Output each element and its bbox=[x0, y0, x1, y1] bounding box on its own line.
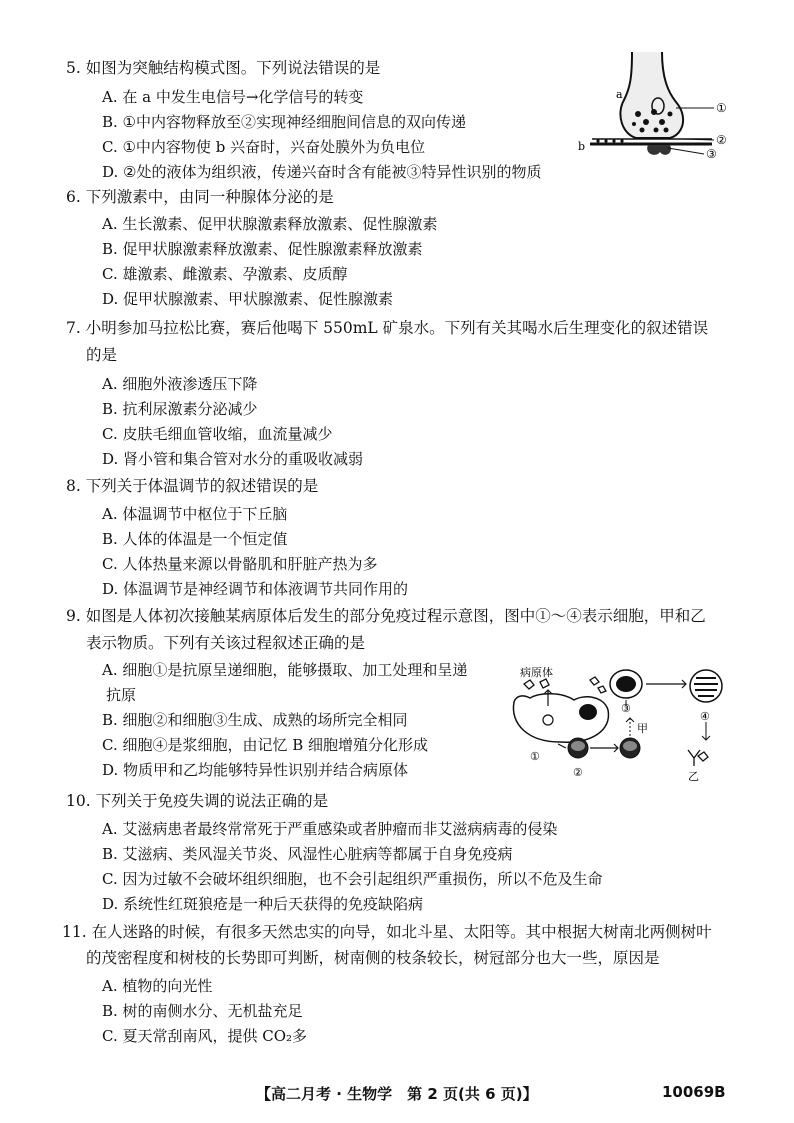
q6-option-d: D. 促甲状腺激素、甲状腺激素、促性腺激素 bbox=[102, 290, 394, 308]
q5-option-c: C. ①中内容物使 b 兴奋时，兴奋处膜外为负电位 bbox=[102, 138, 426, 156]
q9-stem-cont: 表示物质。下列有关该过程叙述正确的是 bbox=[86, 634, 366, 652]
page-footer-title: 【高二月考 · 生物学 第 2 页(共 6 页)】 bbox=[256, 1085, 538, 1103]
q8-option-a: A. 体温调节中枢位于下丘脑 bbox=[102, 505, 288, 523]
q10-option-d: D. 系统性红斑狼疮是一种后天获得的免疫缺陷病 bbox=[102, 895, 424, 913]
figure-label-yi: 乙 bbox=[688, 770, 699, 783]
figure-label-1: ① bbox=[716, 101, 727, 115]
q7-option-b: B. 抗利尿激素分泌减少 bbox=[102, 400, 258, 418]
figure-label-jia: 甲 bbox=[637, 722, 648, 735]
q8-option-b: B. 人体的体温是一个恒定值 bbox=[102, 530, 288, 548]
q11-stem: 11. 在人迷路的时候，有很多天然忠实的向导，如北斗星、太阳等。其中根据大树南北两侧树叶 bbox=[62, 923, 712, 941]
q8-option-d: D. 体温调节是神经调节和体液调节共同作用的 bbox=[102, 580, 409, 598]
figure-label-pathogen: 病原体 bbox=[520, 666, 553, 679]
q7-option-c: C. 皮肤毛细血管收缩，血流量减少 bbox=[102, 425, 333, 443]
q11-option-a: A. 植物的向光性 bbox=[102, 977, 213, 995]
q11-option-c: C. 夏天常刮南风，提供 CO₂多 bbox=[102, 1027, 308, 1045]
q11-stem-cont: 的茂密程度和树枝的长势即可判断，树南侧的枝条较长，树冠部分也大一些，原因是 bbox=[86, 949, 660, 967]
q10-option-c: C. 因为过敏不会破坏组织细胞，也不会引起组织严重损伤，所以不危及生命 bbox=[102, 870, 603, 888]
q5-option-b: B. ①中内容物释放至②实现神经细胞间信息的双向传递 bbox=[102, 113, 467, 131]
figure-label-c1: ① bbox=[530, 750, 540, 763]
q11-option-b: B. 树的南侧水分、无机盐充足 bbox=[102, 1002, 303, 1020]
figure-label-2: ② bbox=[716, 133, 727, 147]
q9-stem: 9. 如图是人体初次接触某病原体后发生的部分免疫过程示意图，图中①～④表示细胞，甲和乙 bbox=[66, 607, 706, 625]
figure-label-c2: ② bbox=[573, 766, 583, 779]
q5-option-d: D. ②处的液体为组织液，传递兴奋时含有能被③特异性识别的物质 bbox=[102, 163, 542, 181]
q10-option-b: B. 艾滋病、类风湿关节炎、风湿性心脏病等都属于自身免疫病 bbox=[102, 845, 513, 863]
q6-stem: 6. 下列激素中，由同一种腺体分泌的是 bbox=[66, 188, 334, 206]
immune-figure bbox=[500, 660, 740, 800]
figure-label-c3: ③ bbox=[621, 702, 631, 715]
q9-option-b: B. 细胞②和细胞③生成、成熟的场所完全相同 bbox=[102, 711, 408, 729]
q8-stem: 8. 下列关于体温调节的叙述错误的是 bbox=[66, 477, 319, 495]
page-footer-code: 10069B bbox=[662, 1083, 726, 1101]
figure-label-3: ③ bbox=[706, 147, 717, 161]
synapse-figure bbox=[572, 48, 742, 168]
q9-option-c: C. 细胞④是浆细胞，由记忆 B 细胞增殖分化形成 bbox=[102, 736, 429, 754]
q7-option-a: A. 细胞外液渗透压下降 bbox=[102, 375, 258, 393]
q7-stem: 7. 小明参加马拉松比赛，赛后他喝下 550mL 矿泉水。下列有关其喝水后生理变化的叙述错误 bbox=[66, 319, 709, 337]
figure-label-a: a bbox=[616, 88, 623, 101]
q6-option-b: B. 促甲状腺激素释放激素、促性腺激素释放激素 bbox=[102, 240, 423, 258]
figure-label-b: b bbox=[578, 140, 586, 153]
q9-option-d: D. 物质甲和乙均能够特异性识别并结合病原体 bbox=[102, 761, 409, 779]
q6-option-a: A. 生长激素、促甲状腺激素释放激素、促性腺激素 bbox=[102, 215, 438, 233]
q7-stem-cont: 的是 bbox=[86, 346, 118, 364]
q10-option-a: A. 艾滋病患者最终常常死于严重感染或者肿瘤而非艾滋病病毒的侵染 bbox=[102, 820, 558, 838]
q10-stem: 10. 下列关于免疫失调的说法正确的是 bbox=[66, 792, 329, 810]
figure-label-c4: ④ bbox=[700, 710, 710, 723]
q5-stem: 5. 如图为突触结构模式图。下列说法错误的是 bbox=[66, 59, 381, 77]
q9-option-a-cont: 抗原 bbox=[106, 686, 137, 704]
q8-option-c: C. 人体热量来源以骨骼肌和肝脏产热为多 bbox=[102, 555, 378, 573]
q9-option-a: A. 细胞①是抗原呈递细胞，能够摄取、加工处理和呈递 bbox=[102, 661, 468, 679]
q7-option-d: D. 肾小管和集合管对水分的重吸收减弱 bbox=[102, 450, 364, 468]
q6-option-c: C. 雄激素、雌激素、孕激素、皮质醇 bbox=[102, 265, 348, 283]
q5-option-a: A. 在 a 中发生电信号→化学信号的转变 bbox=[102, 88, 364, 106]
